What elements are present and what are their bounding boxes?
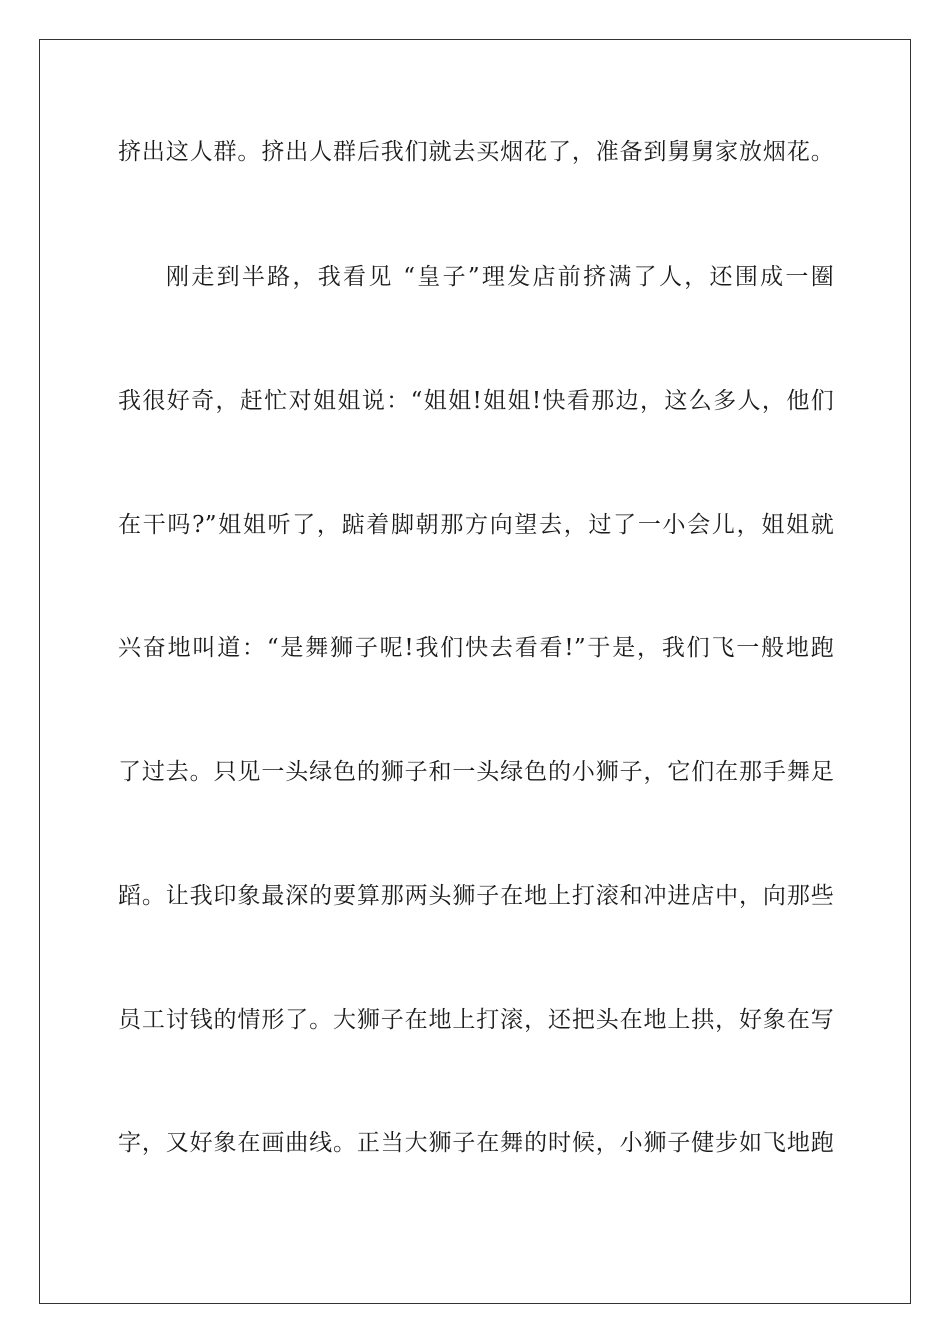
text-line-1: 挤出这人群。挤出人群后我们就去买烟花了，准备到舅舅家放烟花。 xyxy=(118,139,834,165)
text-line-9: 字，又好象在画曲线。正当大狮子在舞的时候，小狮子健步如飞地跑 xyxy=(118,1130,834,1156)
text-line-4: 在干吗?”姐姐听了，踮着脚朝那方向望去，过了一小会儿，姐姐就 xyxy=(118,512,834,538)
text-line-8: 员工讨钱的情形了。大狮子在地上打滚，还把头在地上拱，好象在写 xyxy=(118,1007,834,1033)
text-line-5: 兴奋地叫道：“是舞狮子呢!我们快去看看!”于是，我们飞一般地跑 xyxy=(118,635,834,661)
text-line-6: 了过去。只见一头绿色的狮子和一头绿色的小狮子，它们在那手舞足 xyxy=(118,759,834,785)
text-line-3: 我很好奇，赶忙对姐姐说：“姐姐!姐姐!快看那边，这么多人，他们 xyxy=(118,388,834,414)
text-line-7: 蹈。让我印象最深的要算那两头狮子在地上打滚和冲进店中，向那些 xyxy=(118,883,834,909)
text-line-2: 刚走到半路，我看见 “皇子”理发店前挤满了人，还围成一圈 xyxy=(166,264,834,290)
page-border xyxy=(39,39,911,1304)
